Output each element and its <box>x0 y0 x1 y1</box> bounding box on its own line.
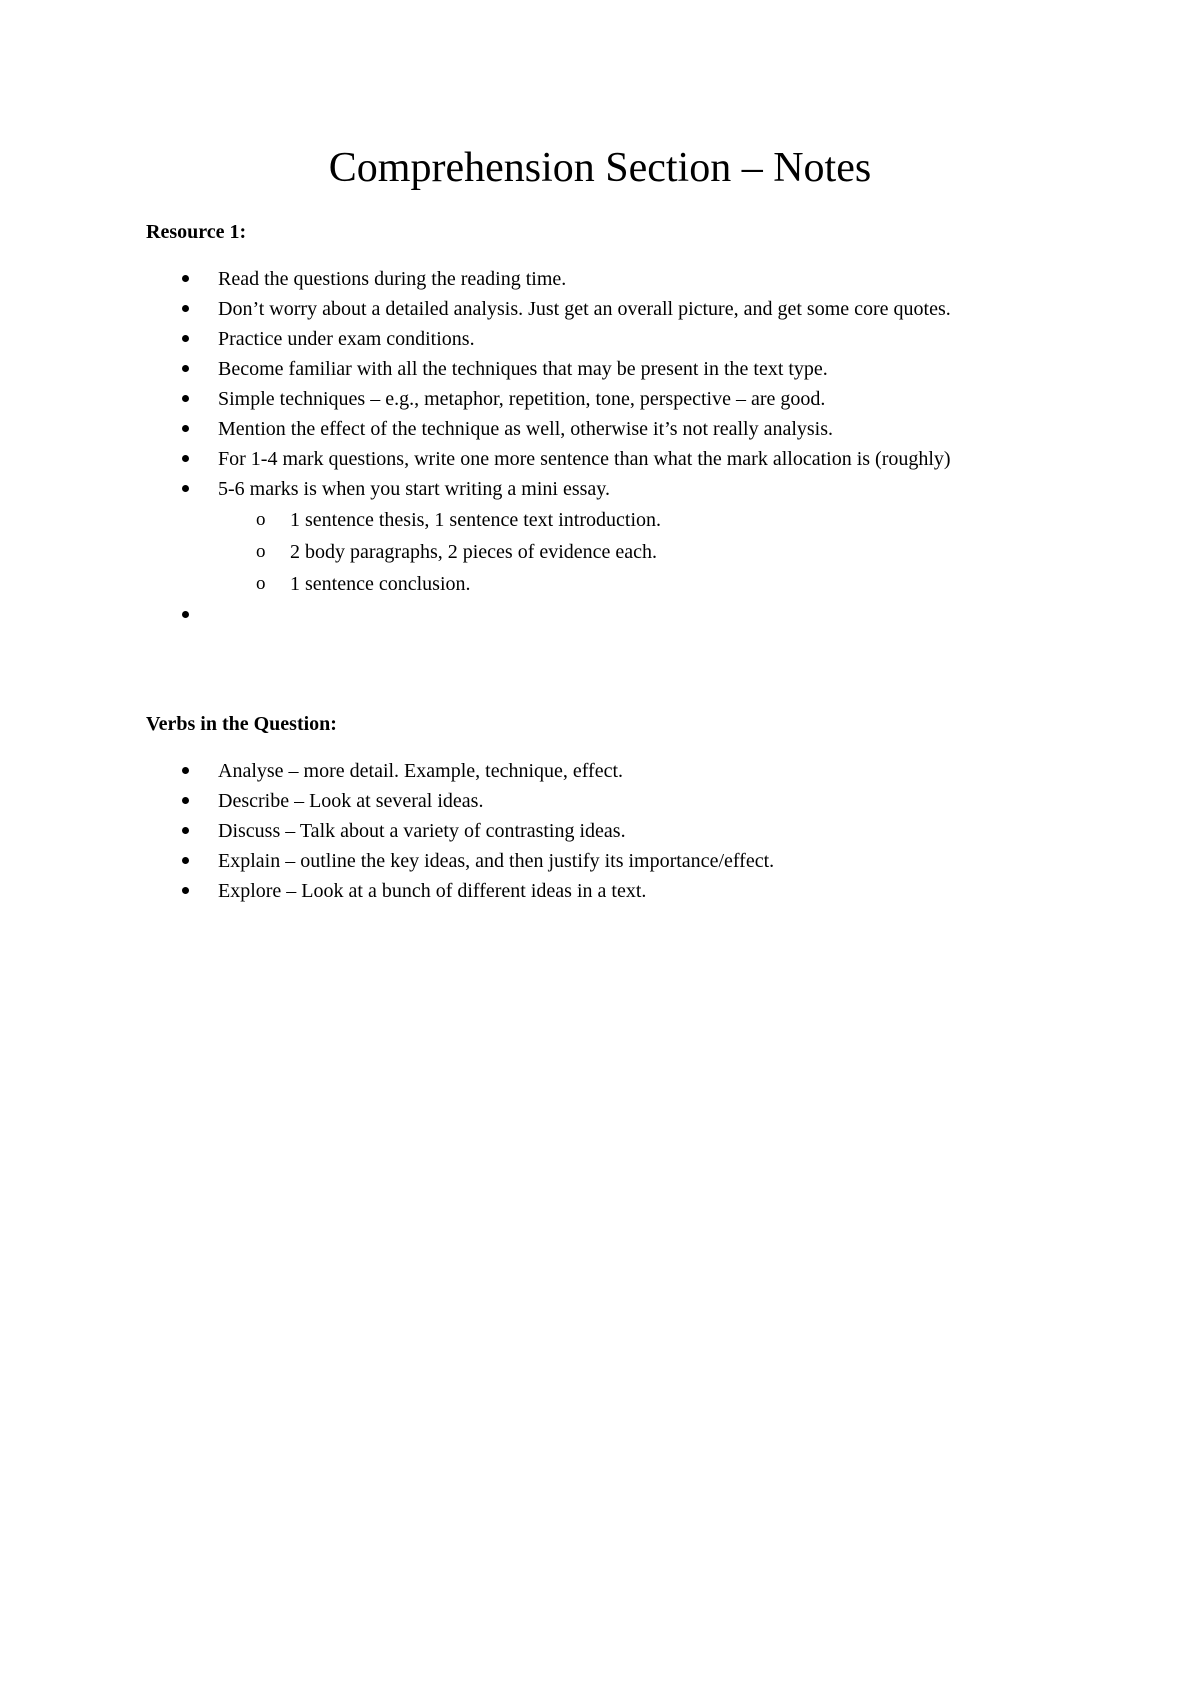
bullet-icon <box>182 846 202 876</box>
verbs-heading: Verbs in the Question: <box>146 713 337 735</box>
list-item <box>146 756 1046 786</box>
bullet-icon <box>182 324 202 354</box>
resource-list <box>146 264 1046 600</box>
bullet-icon <box>182 384 202 414</box>
sub-list-item-text: 1 sentence thesis, 1 sentence text introduction. <box>290 509 662 531</box>
list-item <box>146 264 1046 294</box>
bullet-icon <box>182 600 202 630</box>
bullet-icon <box>182 444 202 474</box>
bullet-icon <box>182 354 202 384</box>
sub-bullet-icon: o <box>256 541 266 562</box>
list-item-text: Practice under exam conditions. <box>218 328 475 350</box>
list-item <box>146 354 1046 384</box>
sub-list-item <box>146 568 1046 600</box>
list-item-text: Don’t worry about a detailed analysis. Just get an overall picture, and get some core quotes. <box>218 298 951 320</box>
list-item-text: Discuss – Talk about a variety of contrasting ideas. <box>218 820 626 842</box>
verbs-list <box>146 756 1046 906</box>
list-item-text: Analyse – more detail. Example, technique, effect. <box>218 760 624 782</box>
sub-list-item-text: 2 body paragraphs, 2 pieces of evidence each. <box>290 541 658 563</box>
list-item-text: 5-6 marks is when you start writing a mini essay. <box>218 478 610 500</box>
bullet-icon <box>182 876 202 906</box>
bullet-icon <box>182 816 202 846</box>
list-item <box>146 444 1046 474</box>
sub-list-item <box>146 536 1046 568</box>
sub-bullet-icon: o <box>256 509 266 530</box>
bullet-icon <box>182 294 202 324</box>
list-item-text: Explore – Look at a bunch of different ideas in a text. <box>218 880 647 902</box>
list-item <box>146 846 1046 876</box>
bullet-icon <box>182 756 202 786</box>
list-item-text: For 1-4 mark questions, write one more sentence than what the mark allocation is (roughly) <box>218 448 951 470</box>
list-item <box>146 294 1046 324</box>
list-item-text: Describe – Look at several ideas. <box>218 790 484 812</box>
list-item <box>146 786 1046 816</box>
list-item-text: Mention the effect of the technique as well, otherwise it’s not really analysis. <box>218 418 834 440</box>
sub-list-item <box>146 504 1046 536</box>
bullet-icon <box>182 264 202 294</box>
list-item <box>146 414 1046 444</box>
bullet-icon <box>182 786 202 816</box>
list-item-text: Become familiar with all the techniques that may be present in the text type. <box>218 358 828 380</box>
bullet-icon <box>182 414 202 444</box>
list-item-text: Explain – outline the key ideas, and then justify its importance/effect. <box>218 850 775 872</box>
page-title: Comprehension Section – Notes <box>328 145 872 191</box>
sub-bullet-icon: o <box>256 573 266 594</box>
list-item <box>146 474 1046 504</box>
resource-heading: Resource 1: <box>146 221 247 243</box>
bullet-icon <box>182 474 202 504</box>
sub-list-item-text: 1 sentence conclusion. <box>290 573 471 595</box>
list-item <box>146 324 1046 354</box>
list-item-text: Simple techniques – e.g., metaphor, repetition, tone, perspective – are good. <box>218 388 826 410</box>
list-item <box>146 384 1046 414</box>
list-item-text: Read the questions during the reading time. <box>218 268 567 290</box>
list-item <box>146 816 1046 846</box>
list-item <box>146 876 1046 906</box>
